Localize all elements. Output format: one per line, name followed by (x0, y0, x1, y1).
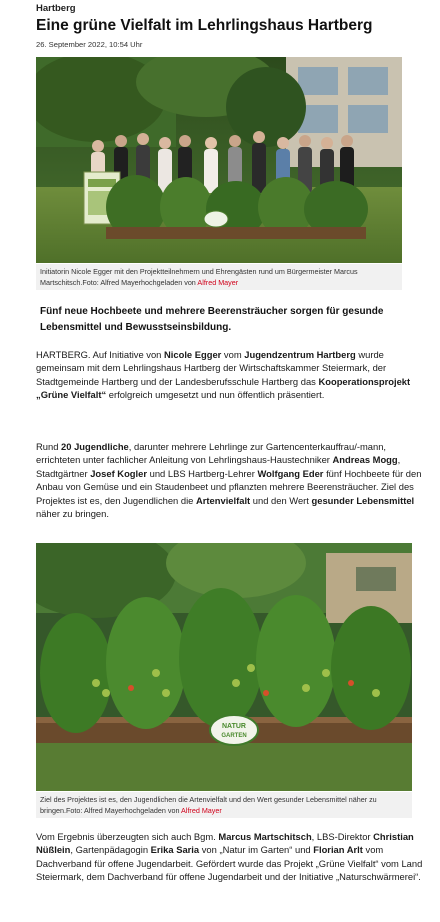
caption-text: Initiatorin Nicole Egger mit den Projektteilnehmern und Ehrengästen rund um Bürgermeister Marcus Martschitsch.Foto: Alfred Mayerhochgeladen von (40, 267, 358, 287)
sign-text-natur: NATUR (222, 723, 246, 730)
article-title: Eine grüne Vielfalt im Lehrlingshaus Hartberg (36, 17, 373, 34)
garden-bed-photo-image (36, 543, 412, 791)
sign-text-garten: GARTEN (221, 733, 247, 739)
photo-credit-link-2[interactable]: Alfred Mayer (181, 806, 222, 815)
garden-bed-photo-caption (36, 792, 412, 818)
group-photo-caption (36, 264, 402, 290)
paragraph-2: Rund 20 Jugendliche, darunter mehrere Lehrlinge zur Gartencenterkauffrau/-mann, errichteten unter fachlicher Anleitung von Lehrlingshaus-Haustechniker Andreas Mogg, Stadtgärtner Josef Kogler und LBS Hartberg-Lehrer Wolfgang Eder fünf Hochbeete für den Anbau von Gemüse und ein Staudenbeet und pflanzten mehrere Beerensträucher. Ziel des Projektes ist es, den Jugendlichen die Artenvielfalt und den Wert gesunder Lebensmittel näher zu bringen. (36, 441, 422, 520)
lead-paragraph: Fünf neue Hochbeete und mehrere Beerensträucher sorgen für gesunde Lebensmittel und Bewusstseinsbildung. (40, 306, 384, 333)
group-photo-image (36, 57, 402, 263)
group-photo[interactable] (36, 57, 402, 263)
publish-date: 26. September 2022, 10:54 Uhr (36, 40, 143, 49)
paragraph-3: Vom Ergebnis überzeugten sich auch Bgm. Marcus Martschitsch, LBS-Direktor Christian Nüßlein, Gartenpädagogin Erika Saria von „Natur im Garten“ und Florian Arlt vom Dachverband für offene Jugendarbeit. Gefördert wurde das Projekt „Grüne Vielfalt“ vom Land Steiermark, dem Dachverband für offene Jugendarbeit und der Initiative „Naturschwärmerei“. (36, 831, 423, 883)
caption-text-2: Ziel des Projektes ist es, den Jugendlichen die Artenvielfalt und den Wert gesunder Lebensmittel näher zu bringen.Foto: Alfred Mayerhochgeladen von (40, 795, 377, 815)
region-label[interactable]: Hartberg (36, 3, 76, 14)
photo-credit-link[interactable]: Alfred Mayer (197, 278, 239, 287)
paragraph-1: HARTBERG. Auf Initiative von Nicole Egger vom Jugendzentrum Hartberg wurde gemeinsam mit dem Lehrlingshaus Hartberg der Wirtschaftskammer Steiermark, der Stadtgemeinde Hartberg und der Landesberufsschule Hartberg das Kooperationsprojekt „Grüne Vielfalt“ erfolgreich umgesetzt und nun öffentlich präsentiert. (36, 349, 411, 401)
garden-bed-photo[interactable] (36, 543, 412, 791)
